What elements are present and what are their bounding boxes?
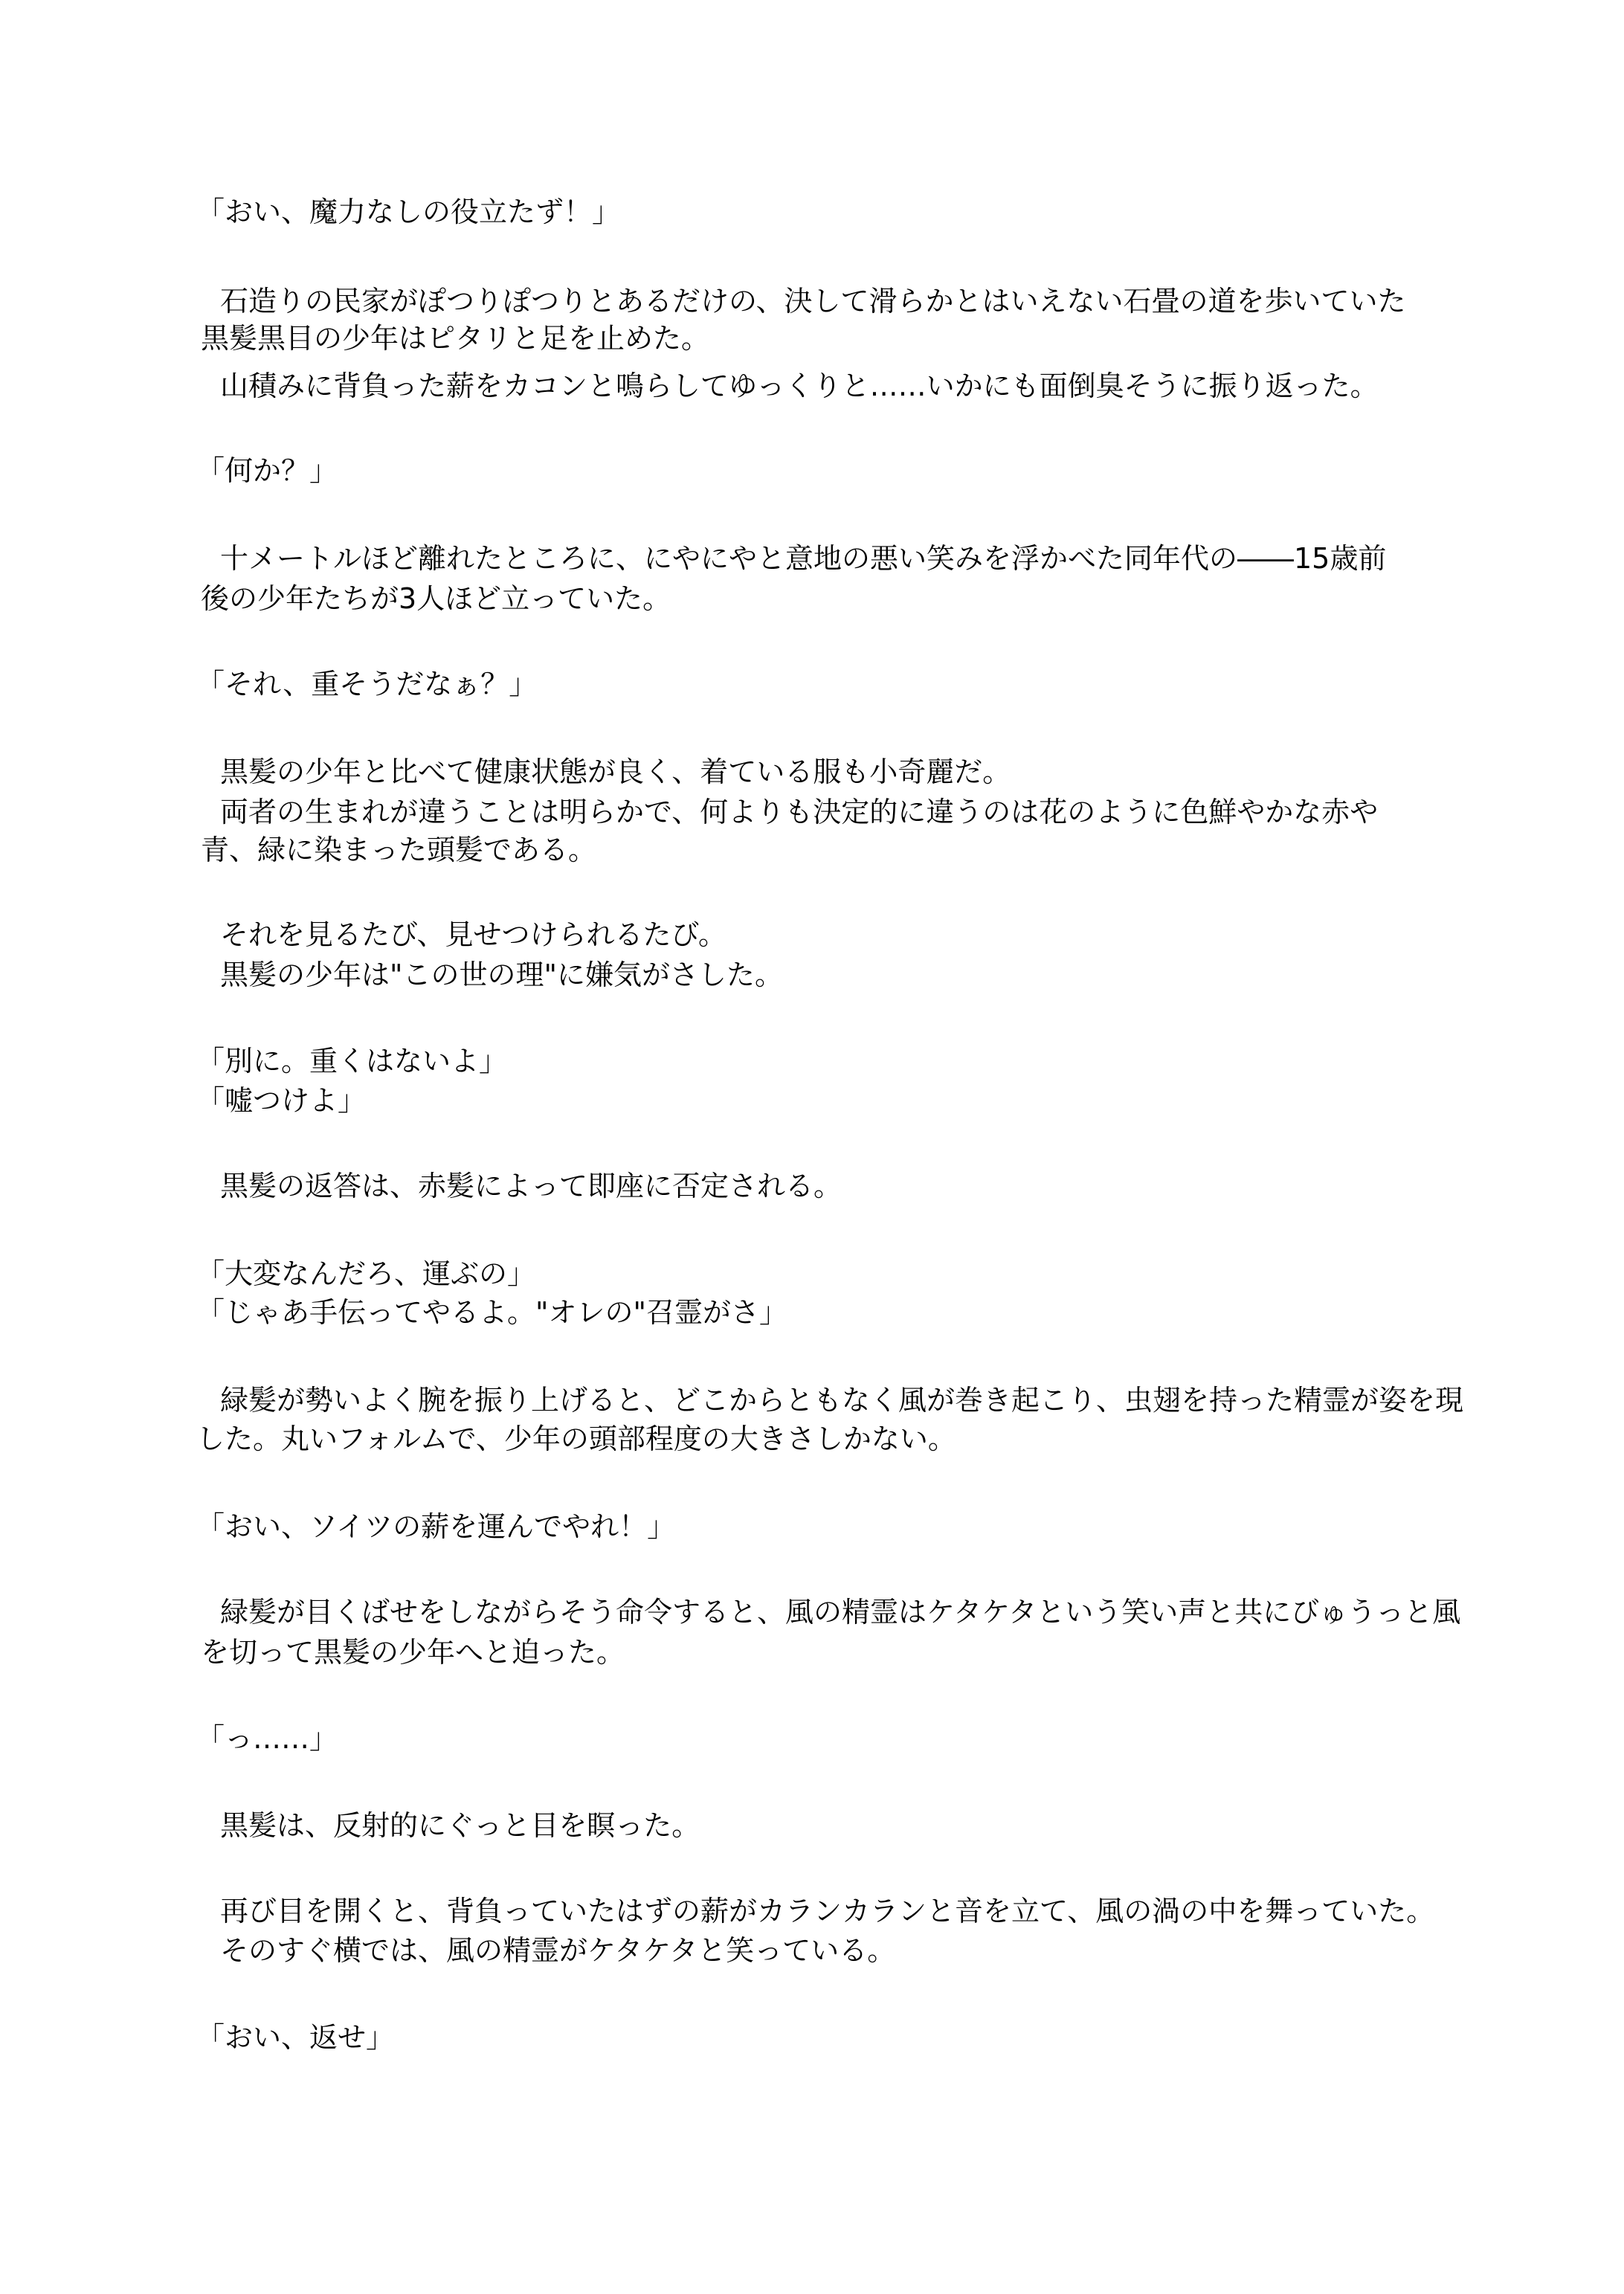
text-line: を切って黒髪の少年へと迫った。 xyxy=(201,1636,625,1669)
text-line: 黒髪の少年は"この世の理"に嫌気がさした。 xyxy=(220,958,783,991)
text-line: 「何か？」 xyxy=(196,454,338,487)
text-line: 黒髪の返答は、赤髪によって即座に否定される。 xyxy=(220,1170,842,1202)
text-line: それを見るたび、見せつけられるたび。 xyxy=(220,918,726,951)
text-line: 青、緑に染まった頭髪である。 xyxy=(201,834,597,866)
text-line: 「嘘つけよ」 xyxy=(196,1084,367,1117)
text-line: 緑髪が目くばせをしながらそう命令すると、風の精霊はケタケタという笑い声と共にびゅうっと風 xyxy=(220,1596,1461,1628)
text-line: 後の少年たちが3人ほど立っていた。 xyxy=(201,582,671,615)
text-line: 黒髪の少年と比べて健康状態が良く、着ている服も小奇麗だ。 xyxy=(220,755,1011,788)
text-line: 「おい、返せ」 xyxy=(196,2021,395,2054)
text-line: 「っ……」 xyxy=(196,1722,338,1755)
text-line: 両者の生まれが違うことは明らかで、何よりも決定的に違うのは花のように色鮮やかな赤や xyxy=(220,796,1379,828)
text-line: 「別に。重くはないよ」 xyxy=(196,1045,508,1077)
text-line: 「おい、魔力なしの役立たず！」 xyxy=(196,196,621,228)
text-line: 十メートルほど離れたところに、にやにやと意地の悪い笑みを浮かべた同年代の――15歳前 xyxy=(220,542,1387,575)
text-line: 「おい、ソイツの薪を運んでやれ！」 xyxy=(196,1510,676,1543)
text-line: 「それ、重そうだなぁ？」 xyxy=(196,668,538,700)
text-line: 緑髪が勢いよく腕を振り上げると、どこからともなく風が巻き起こり、虫翅を持った精霊が姿を現 xyxy=(220,1384,1464,1417)
text-line: 再び目を開くと、背負っていたはずの薪がカランカランと音を立て、風の渦の中を舞っていた。 xyxy=(220,1895,1435,1927)
text-line: そのすぐ横では、風の精霊がケタケタと笑っている。 xyxy=(220,1934,896,1967)
text-line: 山積みに背負った薪をカコンと鳴らしてゆっくりと……いかにも面倒臭そうに振り返った。 xyxy=(220,370,1379,402)
text-line: 黒髪黒目の少年はピタリと足を止めた。 xyxy=(201,322,710,355)
text-line: 「大変なんだろ、運ぶの」 xyxy=(196,1257,536,1290)
text-line: 石造りの民家がぽつりぽつりとあるだけの、決して滑らかとはいえない石畳の道を歩いていた xyxy=(220,285,1406,318)
text-line: した。丸いフォルムで、少年の頭部程度の大きさしかない。 xyxy=(196,1423,956,1455)
text-line: 「じゃあ手伝ってやるよ。"オレの"召霊がさ」 xyxy=(196,1296,787,1329)
text-line: 黒髪は、反射的にぐっと目を瞑った。 xyxy=(220,1809,700,1842)
